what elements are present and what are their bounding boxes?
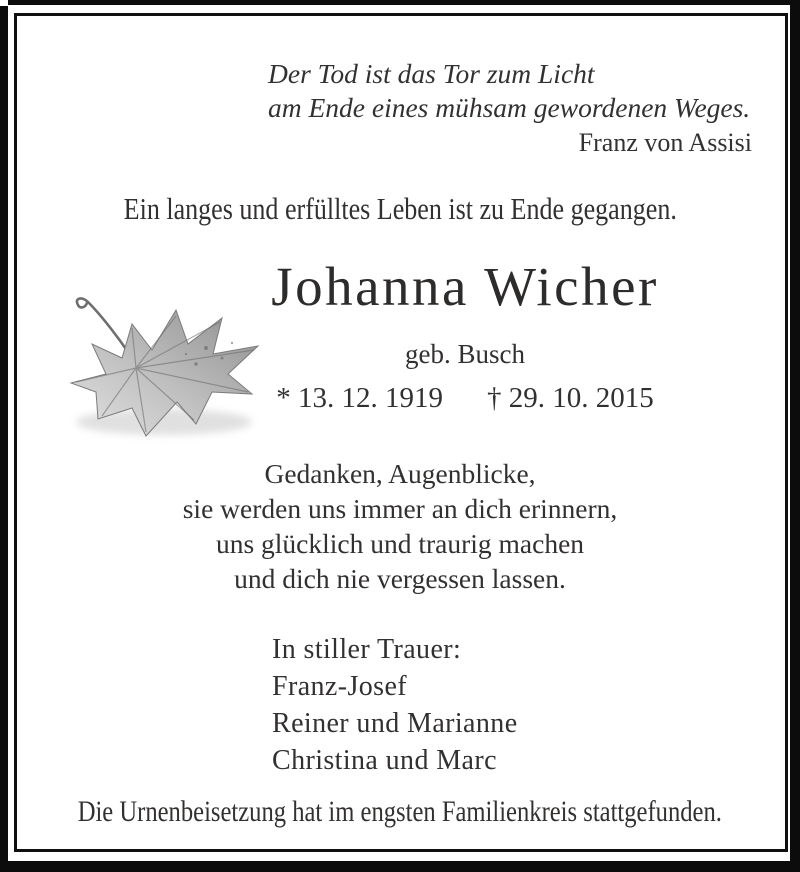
mourners-block — [272, 631, 732, 779]
maiden-name: geb. Busch — [405, 339, 525, 369]
mourner-name: Franz-Josef — [272, 671, 408, 702]
mourner-name: Reiner und Marianne — [272, 708, 518, 739]
mourners-heading: In stiller Trauer: — [272, 634, 462, 665]
quote-line-1: Der Tod ist das Tor zum Licht — [268, 58, 595, 89]
quote-attribution: Franz von Assisi — [578, 128, 752, 157]
verse-line: sie werden uns immer an dich erinnern, — [182, 493, 618, 524]
quote-block — [268, 57, 752, 158]
deceased-name: Johanna Wicher — [271, 256, 659, 317]
birth-date: * 13. 12. 1919 — [276, 382, 443, 414]
life-dates — [145, 381, 785, 415]
scan-corner-notch — [0, 0, 8, 6]
quote-line-2: am Ende eines mühsam gewordenen Weges. — [268, 92, 751, 123]
intro-line: Ein langes und erfülltes Leben ist zu Ende gegangen. — [123, 191, 677, 226]
closing-line-wrap — [0, 795, 800, 829]
verse-line: und dich nie vergessen lassen. — [234, 563, 566, 594]
death-date: † 29. 10. 2015 — [487, 382, 654, 414]
verse-line: uns glücklich und traurig machen — [215, 528, 585, 559]
intro-line-wrap — [0, 191, 800, 227]
verse-line: Gedanken, Augenblicke, — [264, 458, 536, 489]
verse-block — [0, 456, 800, 596]
deceased-name-wrap — [145, 256, 785, 318]
mourner-name: Christina und Marc — [272, 745, 497, 776]
closing-line: Die Urnenbeisetzung hat im engsten Familienkreis stattgefunden. — [77, 795, 723, 828]
